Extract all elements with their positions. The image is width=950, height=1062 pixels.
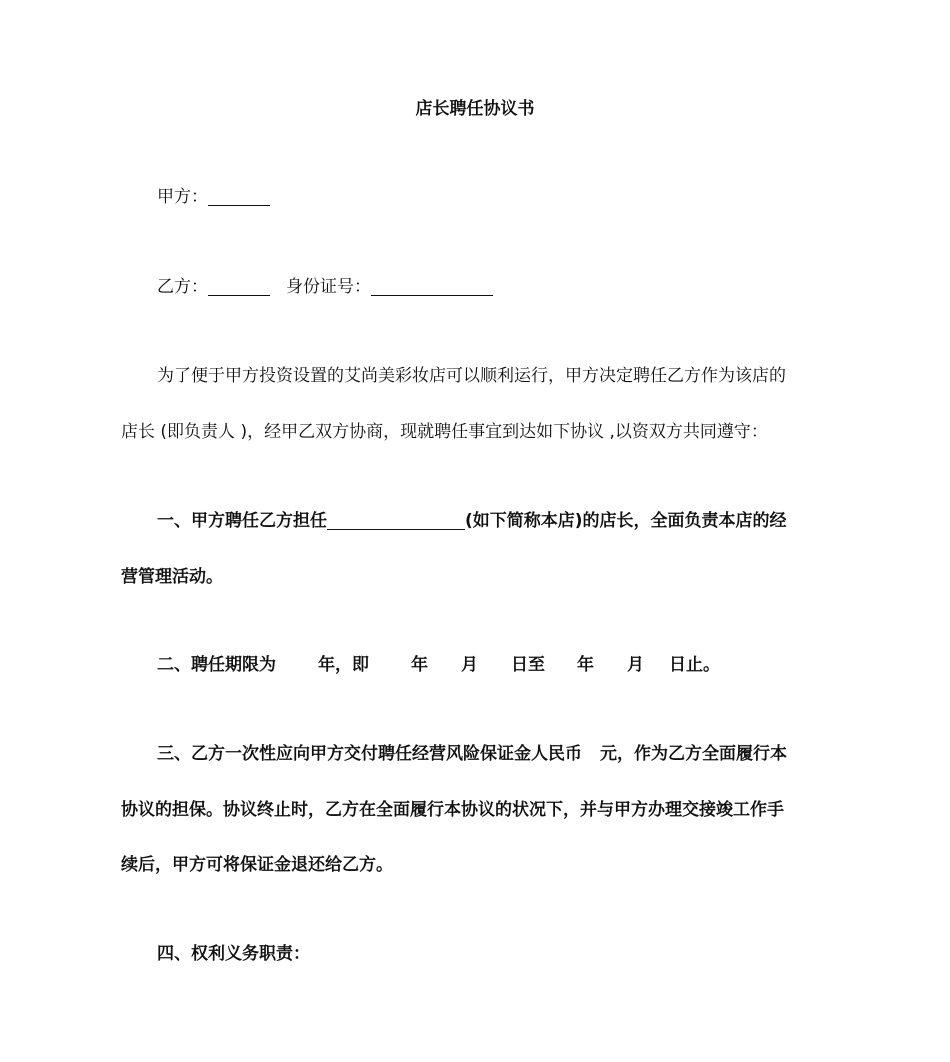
clause-1-text-a: 一、甲方聘任乙方担任 <box>157 511 327 531</box>
clause-4-heading: 四、权利义务职责： <box>157 944 310 964</box>
clause-2-end-year: 年 <box>577 655 594 675</box>
clause-2-years: 年，即 <box>318 655 369 675</box>
party-a-blank <box>208 187 270 206</box>
clause-3-text-a: 三、乙方一次性应向甲方交付聘任经营风险保证金人民币 <box>157 744 582 764</box>
party-a-line <box>121 184 869 210</box>
document-title: 店长聘任协议书 <box>415 99 535 119</box>
intro-line-2: 店长 (即负责人 )，经甲乙双方协商，现就聘任事宜到达如下协议 ,以资双方共同遵守： <box>121 422 768 442</box>
party-b-label: 乙方： <box>157 277 208 297</box>
clause-2-start-year: 年 <box>411 655 428 675</box>
clause-3-line-3: 续后，甲方可将保证金退还给乙方。 <box>121 855 393 875</box>
clause-2-start-month: 月 <box>461 655 478 675</box>
clause-3-line-2: 协议的担保。协议终止时，乙方在全面履行本协议的状况下，并与甲方办理交接竣工作手 <box>121 800 784 820</box>
clause-2-end-month: 月 <box>627 655 644 675</box>
clause-2-start-day: 日至 <box>511 655 545 675</box>
party-a-label: 甲方： <box>157 187 208 207</box>
clause-1-blank <box>327 511 465 530</box>
id-number-label: 身份证号： <box>286 277 371 297</box>
clause-1-line-1 <box>121 508 869 534</box>
id-number-blank <box>371 277 493 296</box>
clause-2-end-day: 日止。 <box>669 655 720 675</box>
clause-2-line <box>121 652 869 678</box>
intro-line-1: 为了便于甲方投资设置的艾尚美彩妆店可以顺利运行，甲方决定聘任乙方作为该店的 <box>157 366 786 386</box>
clause-3-text-b: 元，作为乙方全面履行本 <box>600 744 787 764</box>
clause-1-line-2: 营管理活动。 <box>121 567 223 587</box>
clause-1-text-b: (如下简称本店)的店长，全面负责本店的经 <box>465 511 787 531</box>
clause-3-line-1 <box>121 741 869 767</box>
party-b-line <box>121 274 869 300</box>
party-b-blank <box>208 277 270 296</box>
clause-2-term-label: 二、聘任期限为 <box>157 655 276 675</box>
